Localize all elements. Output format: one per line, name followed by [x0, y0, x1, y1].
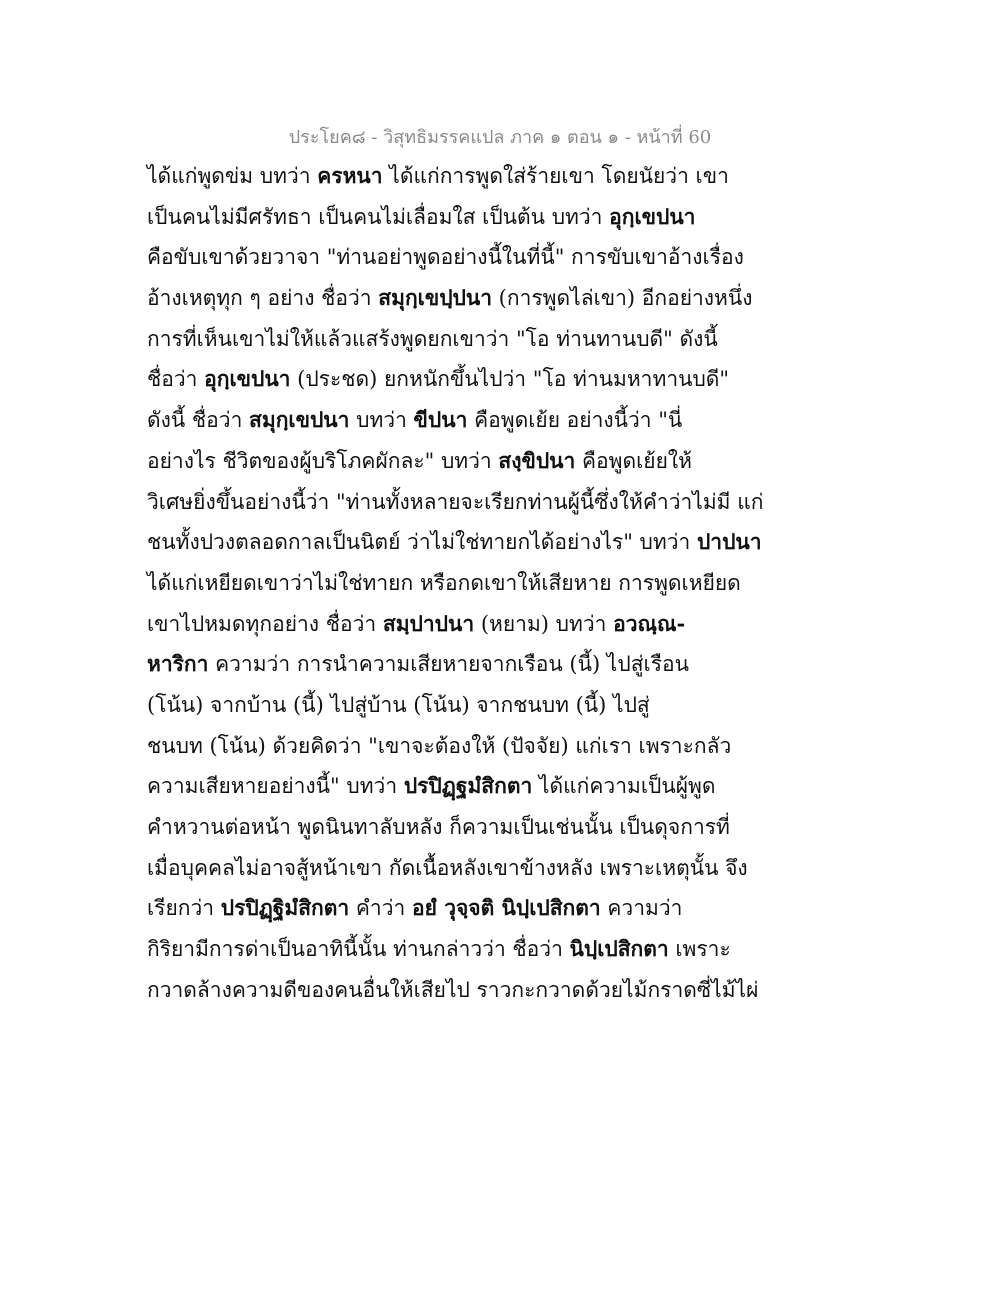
bold-term: อุกฺเขปนา [609, 203, 696, 229]
text-segment: ดังนี้ ชื่อว่า [147, 408, 250, 433]
bold-term: อุกฺเขปนา [204, 366, 291, 392]
text-segment: วิเศษยิ่งขึ้นอย่างนี้ว่า "ท่านทั้งหลายจะเรียกท่านผู้นี้ซึ่งให้คำว่าไม่มี แก่ [147, 489, 764, 514]
text-line [147, 888, 747, 929]
bold-term: อวณฺณ- [613, 610, 686, 636]
text-line [147, 848, 747, 889]
text-line [147, 359, 747, 400]
bold-term: ปาปนา [696, 529, 762, 555]
text-segment: ชื่อว่า [147, 367, 205, 392]
text-segment: ได้แก่การพูดใส่ร้ายเขา โดยนัยว่า เขา [382, 164, 729, 188]
text-segment: กวาดล้างความดีของคนอื่นให้เสียไป ราวกะกวาดด้วยไม้กราดซี่ไม้ไผ่ [147, 977, 759, 1002]
text-line [147, 400, 747, 441]
text-segment: เพราะ [668, 937, 731, 962]
bold-term: ครหนา [317, 163, 383, 188]
text-segment: คำหวานต่อหน้า พูดนินทาลับหลัง ก็ความเป็นเช่นนั้น เป็นดุจการที่ [147, 815, 730, 839]
text-segment: บทว่า [349, 408, 414, 433]
text-segment: (โน้น) จากบ้าน (นี้) ไปสู่บ้าน (โน้น) จากชนบท (นี้) ไปสู่ [147, 692, 650, 717]
bold-term: ขีปนา [413, 407, 468, 433]
text-segment: ได้แก่พูดข่ม บทว่า [147, 164, 318, 188]
text-segment: อ้างเหตุทุก ๆ อย่าง ชื่อว่า [147, 286, 379, 311]
bold-term: หาริกา [147, 651, 209, 677]
text-line [147, 197, 747, 238]
text-segment: การที่เห็นเขาไม่ให้แล้วแสร้งพูดยกเขาว่า "โอ ท่านทานบดี" ดังนี้ [147, 326, 718, 351]
text-line [147, 482, 764, 523]
text-line [147, 278, 753, 319]
text-line [147, 929, 747, 970]
bold-term: สมฺปาปนา [382, 610, 475, 636]
text-line [147, 807, 747, 848]
text-segment: คือขับเขาด้วยวาจา "ท่านอย่าพูดอย่างนี้ในที่นี้" การขับเขาอ้างเรื่อง [147, 245, 744, 270]
text-line [147, 604, 747, 645]
text-segment: ความว่า [600, 896, 683, 921]
text-segment: เขาไปหมดทุกอย่าง ชื่อว่า [147, 611, 383, 636]
text-segment: ชนบท (โน้น) ด้วยคิดว่า "เขาจะต้องให้ (ปัจจัย) แก่เรา เพราะกลัว [147, 733, 732, 758]
text-segment: อย่างไร ชีวิตของผู้บริโภคผักละ" บทว่า [147, 448, 499, 473]
text-line [147, 319, 747, 360]
bold-term: ปรปิฏฺฐิมํสิกตา [220, 895, 350, 921]
text-line [147, 522, 762, 563]
text-segment: คำว่า [349, 896, 412, 921]
bold-term: นิปฺเปสิกตา [569, 936, 669, 962]
text-segment: เมื่อบุคคลไม่อาจสู้หน้าเขา กัดเนื้อหลังเขาข้างหลัง เพราะเหตุนั้น จึง [147, 855, 748, 880]
text-line [147, 237, 747, 278]
text-line [147, 726, 747, 767]
bold-term: อยํ วุจฺจติ นิปฺเปสิกตา [411, 895, 601, 921]
text-line [147, 156, 747, 197]
text-line [147, 644, 747, 685]
bold-term: สมุกฺเขปนา [249, 407, 350, 433]
text-segment: (ประชด) ยกหนักขึ้นไปว่า "โอ ท่านมหาทานบดี" [290, 367, 730, 392]
page-header: ประโยค๘ - วิสุทธิมรรคแปล ภาค ๑ ตอน ๑ - หน้าที่ 60 [288, 127, 712, 148]
text-line [147, 685, 747, 726]
text-line [147, 766, 747, 807]
text-segment: ได้แก่เหยียดเขาว่าไม่ใช่ทายก หรือกดเขาให้เสียหาย การพูดเหยียด [147, 570, 741, 595]
text-segment: ความว่า การนำความเสียหายจากเรือน (นี้) ไปสู่เรือน [208, 652, 689, 677]
text-segment: คือพูดเย้ยให้ [575, 448, 693, 473]
bold-term: สมุกฺเขปฺปนา [378, 285, 492, 311]
text-segment: เป็นคนไม่มีศรัทธา เป็นคนไม่เลื่อมใส เป็นต้น บทว่า [147, 204, 610, 229]
text-segment: ความเสียหายอย่างนี้" บทว่า [147, 774, 404, 799]
text-segment: คือพูดเย้ย อย่างนี้ว่า "นี่ [467, 408, 683, 433]
bold-term: ปรปิฏฺฐมํสิกตา [403, 773, 533, 799]
body-text [147, 156, 764, 1010]
text-line [147, 563, 747, 604]
text-segment: (หยาม) บทว่า [474, 611, 614, 636]
text-segment: กิริยามีการด่าเป็นอาทินี้นั้น ท่านกล่าวว่า ชื่อว่า [147, 937, 570, 962]
text-segment: (การพูดไล่เขา) อีกอย่างหนึ่ง [492, 286, 753, 311]
bold-term: สงฺขิปนา [498, 447, 576, 473]
text-line [147, 441, 747, 482]
text-segment: เรียกว่า [147, 896, 221, 921]
text-line [147, 970, 759, 1011]
text-segment: ได้แก่ความเป็นผู้พูด [532, 774, 716, 799]
text-segment: ชนทั้งปวงตลอดกาลเป็นนิตย์ ว่าไม่ใช่ทายกได้อย่างไร" บทว่า [147, 530, 697, 555]
